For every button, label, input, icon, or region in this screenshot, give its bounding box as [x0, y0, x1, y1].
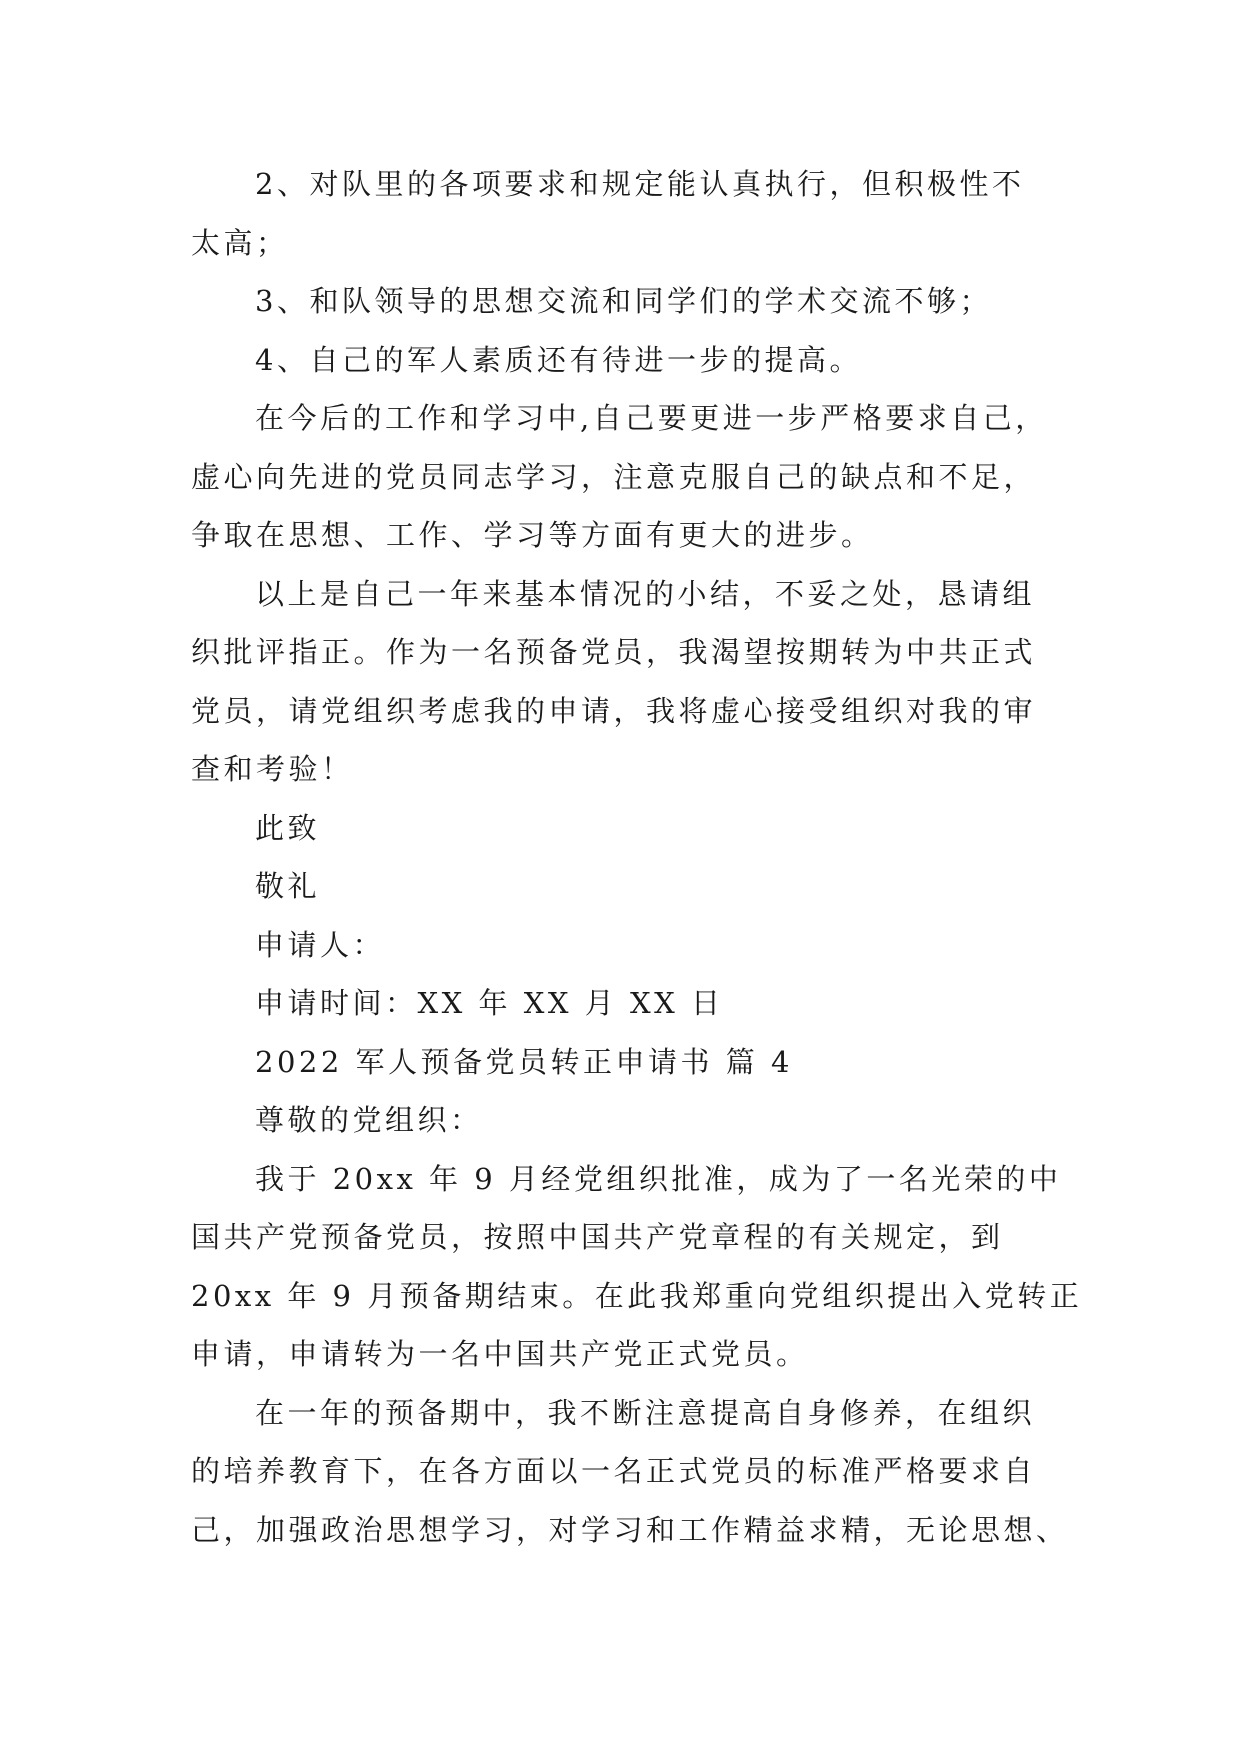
text-line: 申请，申请转为一名中国共产党正式党员。: [191, 1337, 809, 1371]
text-line: 国共产党预备党员，按照中国共产党章程的有关规定，到: [191, 1220, 1004, 1254]
text-line: 虚心向先进的党员同志学习，注意克服自己的缺点和不足，: [191, 459, 1037, 494]
text-line: 党员，请党组织考虑我的申请，我将虚心接受组织对我的审: [191, 693, 1037, 728]
text-line: 3、和队领导的思想交流和同学们的学术交流不够；: [255, 284, 992, 318]
text-line: 我于 20xx 年 9 月经党组织批准，成为了一名光荣的中: [255, 1161, 1062, 1196]
closing-regards: 敬礼: [255, 869, 321, 903]
closing-salutation: 此致: [255, 810, 321, 845]
greeting: 尊敬的党组织：: [255, 1103, 483, 1137]
document-page: [191, 155, 1083, 1559]
text-line: 织批评指正。作为一名预备党员，我渴望按期转为中共正式: [191, 635, 1037, 669]
text-line: 20xx 年 9 月预备期结束。在此我郑重向党组织提出入党转正: [191, 1278, 1083, 1313]
text-line: 以上是自己一年来基本情况的小结，不妥之处，恳请组: [255, 576, 1036, 611]
text-line: 在一年的预备期中，我不断注意提高自身修养，在组织: [255, 1395, 1036, 1430]
applicant-label: 申请人：: [255, 927, 386, 962]
text-line: 的培养教育下，在各方面以一名正式党员的标准严格要求自: [191, 1454, 1037, 1488]
text-line: 争取在思想、工作、学习等方面有更大的进步。: [191, 518, 874, 552]
text-line: 己，加强政治思想学习，对学习和工作精益求精，无论思想、: [191, 1512, 1069, 1547]
text-line: 4、自己的军人素质还有待进一步的提高。: [255, 342, 862, 377]
text-line: 2、对队里的各项要求和规定能认真执行，但积极性不: [255, 167, 1025, 201]
section-heading: 2022 军人预备党员转正申请书 篇 4: [255, 1044, 793, 1079]
text-line: 太高；: [191, 225, 289, 260]
text-line: 查和考验！: [191, 752, 354, 786]
text-line: 在今后的工作和学习中,自己要更进一步严格要求自己，: [255, 401, 1048, 435]
application-date: 申请时间：XX 年 XX 月 XX 日: [255, 986, 724, 1020]
